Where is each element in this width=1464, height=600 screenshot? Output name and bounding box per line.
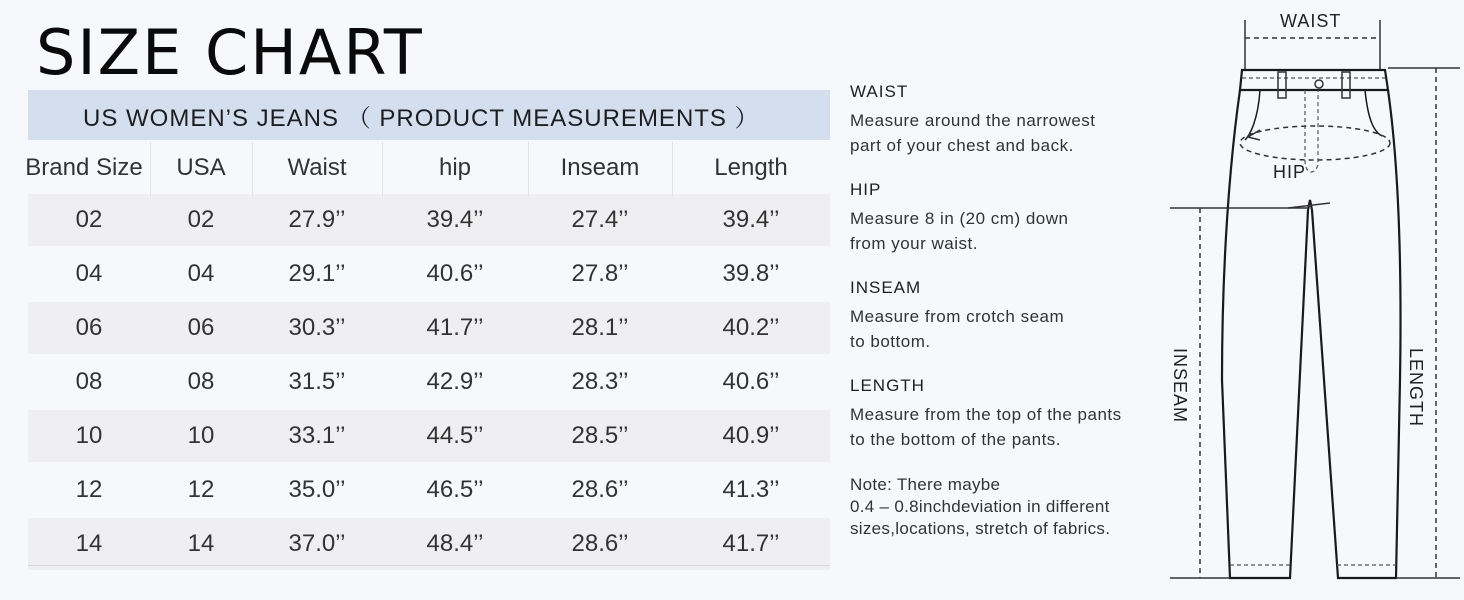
cell-inseam: 27.4’’ — [571, 206, 629, 233]
cell-hip: 40.6’’ — [426, 260, 484, 287]
header-length: Length — [672, 142, 830, 194]
pants-outline — [1222, 70, 1401, 578]
cell-usa: 08 — [187, 368, 215, 395]
guide-hip-text-2: from your waist. — [850, 234, 978, 253]
header-brand-size: Brand Size — [25, 154, 143, 181]
cell-waist: 30.3’’ — [288, 314, 346, 341]
cell-brand-size: 08 — [75, 368, 103, 395]
length-label: LENGTH — [1406, 348, 1426, 428]
guide-inseam-text-2: to bottom. — [850, 332, 931, 351]
cell-length: 40.2’’ — [722, 314, 780, 341]
cell-inseam: 28.6’’ — [571, 530, 629, 557]
button-icon — [1315, 80, 1323, 88]
table-row — [28, 194, 830, 246]
table-row — [28, 248, 830, 300]
inseam-label: INSEAM — [1170, 348, 1190, 424]
cell-waist: 37.0’’ — [288, 530, 346, 557]
guide-length-text-2: to the bottom of the pants. — [850, 430, 1062, 449]
guide-waist-text-1: Measure around the narrowest — [850, 111, 1096, 130]
cell-inseam: 28.5’’ — [571, 422, 629, 449]
belt-loop-right — [1342, 72, 1350, 98]
guide-length-heading: LENGTH — [850, 376, 925, 395]
header-waist: Waist — [252, 142, 382, 194]
table-body — [18, 194, 830, 570]
table-row — [28, 356, 830, 408]
table-header — [18, 142, 830, 194]
header-usa: USA — [150, 142, 252, 194]
table-row — [28, 518, 830, 570]
cell-usa: 02 — [187, 206, 215, 233]
cell-usa: 10 — [187, 422, 215, 449]
cell-length: 41.7’’ — [722, 530, 780, 557]
cell-inseam: 28.6’’ — [571, 476, 629, 503]
guide-length-text-1: Measure from the top of the pants — [850, 405, 1122, 424]
cell-inseam: 28.1’’ — [571, 314, 629, 341]
cell-brand-size: 12 — [75, 476, 103, 503]
guide-length — [850, 376, 1170, 452]
cell-hip: 39.4’’ — [426, 206, 484, 233]
cell-length: 41.3’’ — [722, 476, 780, 503]
jeans-diagram-icon — [1160, 0, 1464, 600]
belt-loop-left — [1278, 72, 1286, 98]
cell-length: 40.6’’ — [722, 368, 780, 395]
table-bottom-rule — [28, 565, 830, 566]
guide-inseam-text-1: Measure from crotch seam — [850, 307, 1065, 326]
waistband — [1240, 70, 1388, 90]
guide-hip — [850, 180, 1170, 256]
banner-text: US WOMEN’S JEANS （ PRODUCT MEASUREMENTS ） — [83, 104, 760, 132]
cell-hip: 46.5’’ — [426, 476, 484, 503]
cell-brand-size: 02 — [75, 206, 103, 233]
cell-hip: 41.7’’ — [426, 314, 484, 341]
cell-brand-size: 06 — [75, 314, 103, 341]
cell-waist: 27.9’’ — [288, 206, 346, 233]
cell-length: 39.8’’ — [722, 260, 780, 287]
hip-ellipse — [1240, 126, 1390, 160]
stitching — [1230, 78, 1396, 565]
measurement-guide — [850, 82, 1170, 540]
table-banner — [28, 90, 830, 140]
hip-label: HIP — [1273, 162, 1307, 182]
cell-inseam: 27.8’’ — [571, 260, 629, 287]
table-row — [28, 410, 830, 462]
guide-hip-heading: HIP — [850, 180, 882, 199]
deviation-note — [850, 474, 1170, 540]
header-inseam: Inseam — [528, 142, 672, 194]
cell-usa: 06 — [187, 314, 215, 341]
cell-waist: 35.0’’ — [288, 476, 346, 503]
guide-inseam — [850, 278, 1170, 354]
cell-inseam: 28.3’’ — [571, 368, 629, 395]
cell-usa: 14 — [187, 530, 215, 557]
waist-label: WAIST — [1280, 11, 1342, 31]
guide-hip-text-1: Measure 8 in (20 cm) down — [850, 209, 1069, 228]
guide-waist-text-2: part of your chest and back. — [850, 136, 1074, 155]
size-table — [18, 142, 830, 572]
guide-waist-heading: WAIST — [850, 82, 909, 101]
cell-waist: 33.1’’ — [288, 422, 346, 449]
note-line-3: sizes,locations, stretch of fabrics. — [850, 519, 1111, 538]
cell-brand-size: 14 — [75, 530, 103, 557]
guide-inseam-heading: INSEAM — [850, 278, 922, 297]
cell-brand-size: 10 — [75, 422, 103, 449]
cell-waist: 31.5’’ — [288, 368, 346, 395]
cell-waist: 29.1’’ — [288, 260, 346, 287]
cell-usa: 12 — [187, 476, 215, 503]
cell-length: 40.9’’ — [722, 422, 780, 449]
header-hip: hip — [382, 142, 528, 194]
cell-length: 39.4’’ — [722, 206, 780, 233]
guide-waist — [850, 82, 1170, 158]
cell-hip: 48.4’’ — [426, 530, 484, 557]
note-line-2: 0.4 – 0.8inchdeviation in different — [850, 497, 1110, 516]
table-row — [28, 302, 830, 354]
cell-hip: 42.9’’ — [426, 368, 484, 395]
page-title: SIZE CHART — [36, 16, 424, 89]
table-row — [28, 464, 830, 516]
cell-hip: 44.5’’ — [426, 422, 484, 449]
note-line-1: Note: There maybe — [850, 475, 1001, 494]
cell-brand-size: 04 — [75, 260, 103, 287]
cell-usa: 04 — [187, 260, 215, 287]
